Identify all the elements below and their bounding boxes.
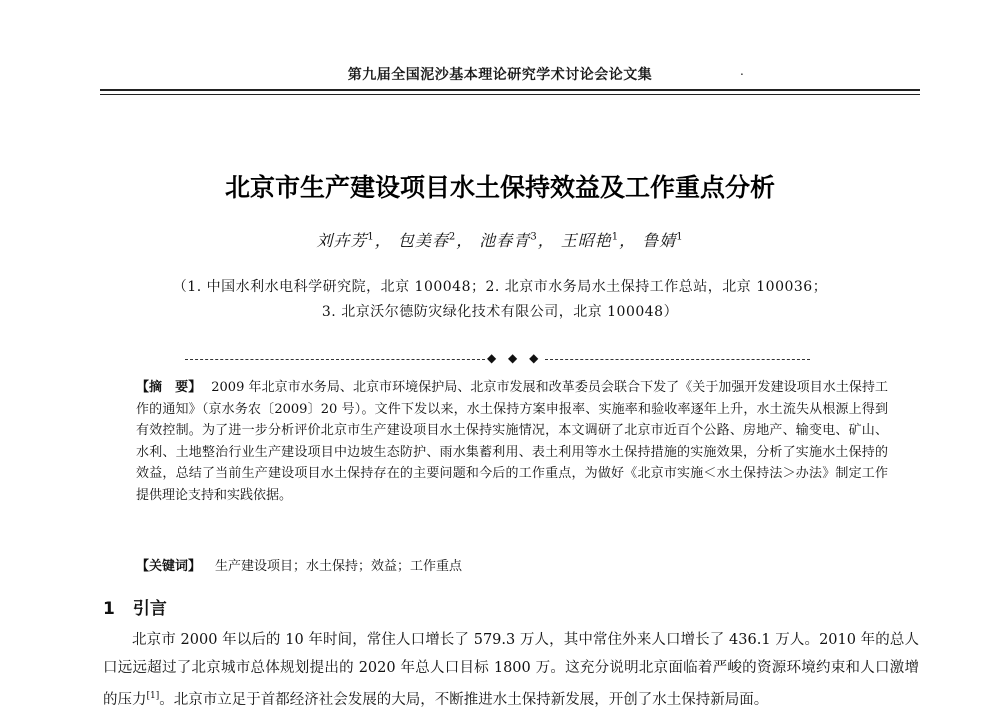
section-heading <box>103 594 167 619</box>
author-affil-mark: 3 <box>530 231 538 243</box>
body-paragraph <box>103 626 919 714</box>
header-rule-thick <box>100 89 920 91</box>
keywords-text: 生产建设项目；水土保持；效益；工作重点 <box>215 559 463 574</box>
keywords-label: 【关键词】 <box>136 559 202 574</box>
author-name: 包美春 <box>397 231 449 250</box>
author-name: 刘卉芳 <box>316 231 368 250</box>
affiliation-line-1: （1. 中国水利水电科学研究院，北京 100048；2. 北京市水务局水土保持工作总站，北京 100036； <box>172 279 828 295</box>
author-name: 鲁婧 <box>642 231 677 250</box>
author-list: 刘卉芳$^1$， 包美春$^2$， 池春青$^3$， 王昭艳$^1$， 鲁婧$^1$ <box>316 231 684 250</box>
paper-title: 北京市生产建设项目水土保持效益及工作重点分析 <box>224 173 775 202</box>
author-affil-mark: 1 <box>676 231 684 243</box>
affiliation-line-2: 3. 北京沃尔德防灾绿化技术有限公司，北京 100048） <box>321 304 679 320</box>
author-name: 池春青 <box>479 231 531 250</box>
divider-diamonds-icon: ◆ ◆ ◆ <box>487 351 543 365</box>
author-affil-mark: 1 <box>367 231 375 243</box>
author-affil-mark: 1 <box>611 231 620 243</box>
body-text-b: 。北京市立足于首都经济社会发展的大局，不断推进水土保持新发展，开创了水土保持新局面。 <box>159 691 769 708</box>
keywords-block <box>136 555 462 574</box>
header-rule-thin <box>100 94 920 95</box>
section-divider-right <box>545 359 810 361</box>
abstract-text: 2009 年北京市水务局、北京市环境保护局、北京市发展和改革委员会联合下发了《关于加强开发建设项目水土保持工作的通知》（京水务农〔2009〕20 号）。文件下发以来，水土保持方案申报率、实施率和验收率逐年上升，水土流失从根源上得到有效控制。为了进一步分析评价北京市生产建设项目水土保持实施情况，本文调研了北京市近百个公路、房地产、输变电、矿山、水利、土地整治行业生产建设项目中边坡生态防护、雨水集蓄利用、表土利用等水土保持措施的实施效果，分析了实施水土保持的效益，总结了当前生产建设项目水土保持存在的主要问题和今后的工作重点，为做好《北京市实施＜水土保持法＞办法》制定工作提供理论支持和实践依据。 <box>136 380 888 503</box>
journal-header-title: 第九届全国泥沙基本理论研究学术讨论会论文集 <box>347 67 653 83</box>
abstract-label: 【摘 要】 <box>136 380 202 395</box>
citation-marker: [1] <box>146 691 160 701</box>
header-mark: . <box>740 64 744 78</box>
section-divider-left <box>185 359 485 361</box>
author-name: 王昭艳 <box>560 231 612 250</box>
section-number: 1 <box>103 599 115 619</box>
section-title: 引言 <box>132 599 167 619</box>
body-text-a: 北京市 2000 年以后的 10 年时间，常住人口增长了 579.3 万人，其中常住外来人口增长了 436.1 万人。2010 年的总人口远远超过了北京城市总体规划提出的 2020 年总人口目标 1800 万。这充分说明北京面临着严峻的资源环境约束和人口激增的压力 <box>103 632 919 708</box>
abstract-block <box>136 377 888 506</box>
author-affil-mark: 2 <box>448 231 457 243</box>
